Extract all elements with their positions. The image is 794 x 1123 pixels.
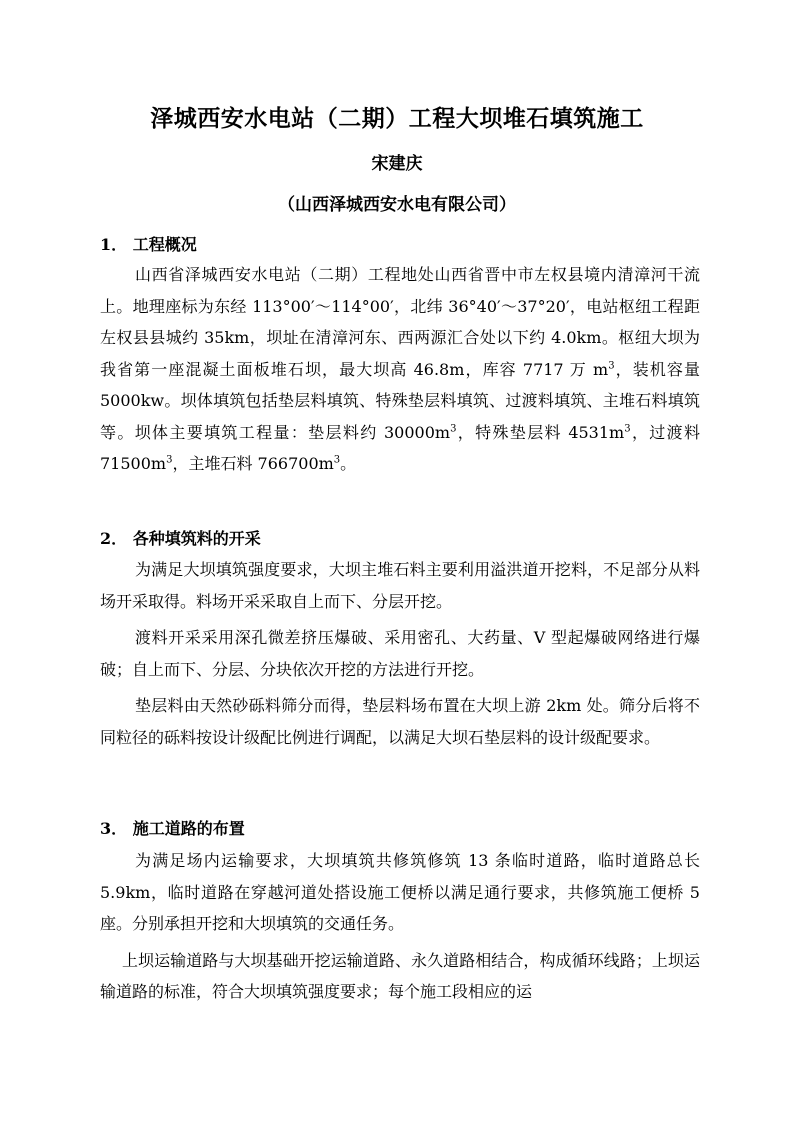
paragraph: 渡料开采采用深孔微差挤压爆破、采用密孔、大药量、V 型起爆破网络进行爆破；自上而下、分层、分块依次开挖的方法进行开挖。 (100, 628, 700, 679)
paragraph: 为满足大坝填筑强度要求，大坝主堆石料主要利用溢洪道开挖料，不足部分从料场开采取得。料场开采采取自上而下、分层开挖。 (100, 560, 700, 611)
paragraph: 为满足场内运输要求，大坝填筑共修筑修筑 13 条临时道路，临时道路总长 5.9km，临时道路在穿越河道处搭设施工便桥以满足通行要求，共修筑施工便桥 5 座。分别承担开挖和大坝填筑的交通任务。 (100, 851, 700, 933)
superscript: 3 (166, 454, 173, 466)
superscript: 3 (333, 454, 341, 466)
section-heading-3: 3． 施工道路的布置 (100, 819, 245, 838)
document-title: 泽城西安水电站（二期）工程大坝堆石填筑施工 (150, 105, 644, 132)
text-run: ，主堆石料 766700m (172, 454, 334, 473)
paragraph (100, 259, 700, 480)
superscript: 3 (450, 423, 457, 435)
author-name: 宋建庆 (371, 154, 423, 174)
text-run: 山西省泽城西安水电站（二期）工程地处山西省晋中市左权县境内清漳河干流上。地理座标为东经 113°00′～114°00′，北纬 36°40′～37°20′，电站枢纽工程距左权县县城约 35km，坝址在清漳河东、西两源汇合处以下约 4.0km。枢纽大坝为我省第一座混凝土面板堆石坝，最大坝高 46.8m，库容 7717 万 m (100, 265, 700, 379)
author-affiliation: （山西泽城西安水电有限公司） (278, 195, 516, 215)
section-body-3 (100, 845, 700, 1008)
paragraph: 垫层料由天然砂砾料筛分而得，垫层料场布置在大坝上游 2km 处。筛分后将不同粒径的砾料按设计级配比例进行调配，以满足大坝石垫层料的设计级配要求。 (100, 696, 700, 747)
text-run: 。 (340, 454, 357, 473)
superscript: 3 (624, 423, 631, 435)
section-body-2 (100, 554, 700, 753)
text-run: ，特殊垫层料 4531m (456, 422, 625, 442)
section-heading-1: 1． 工程概况 (100, 235, 197, 254)
section-heading-2: 2． 各种填筑料的开采 (100, 529, 261, 548)
superscript: 3 (608, 360, 615, 372)
text-run: ，装机容量 5000kw。坝体填筑包括垫层料填筑、特殊垫层料填筑、过渡料填筑、主堆石料填筑等。坝体主要填筑工程量：垫层料约 30000m (100, 359, 700, 442)
section-body-1 (100, 259, 700, 480)
text-run: ，过渡料 71500m (100, 422, 700, 473)
paragraph: 上坝运输道路与大坝基础开挖运输道路、永久道路相结合，构成循环线路；上坝运输道路的标准，符合大坝填筑强度要求；每个施工段相应的运 (100, 950, 700, 1001)
